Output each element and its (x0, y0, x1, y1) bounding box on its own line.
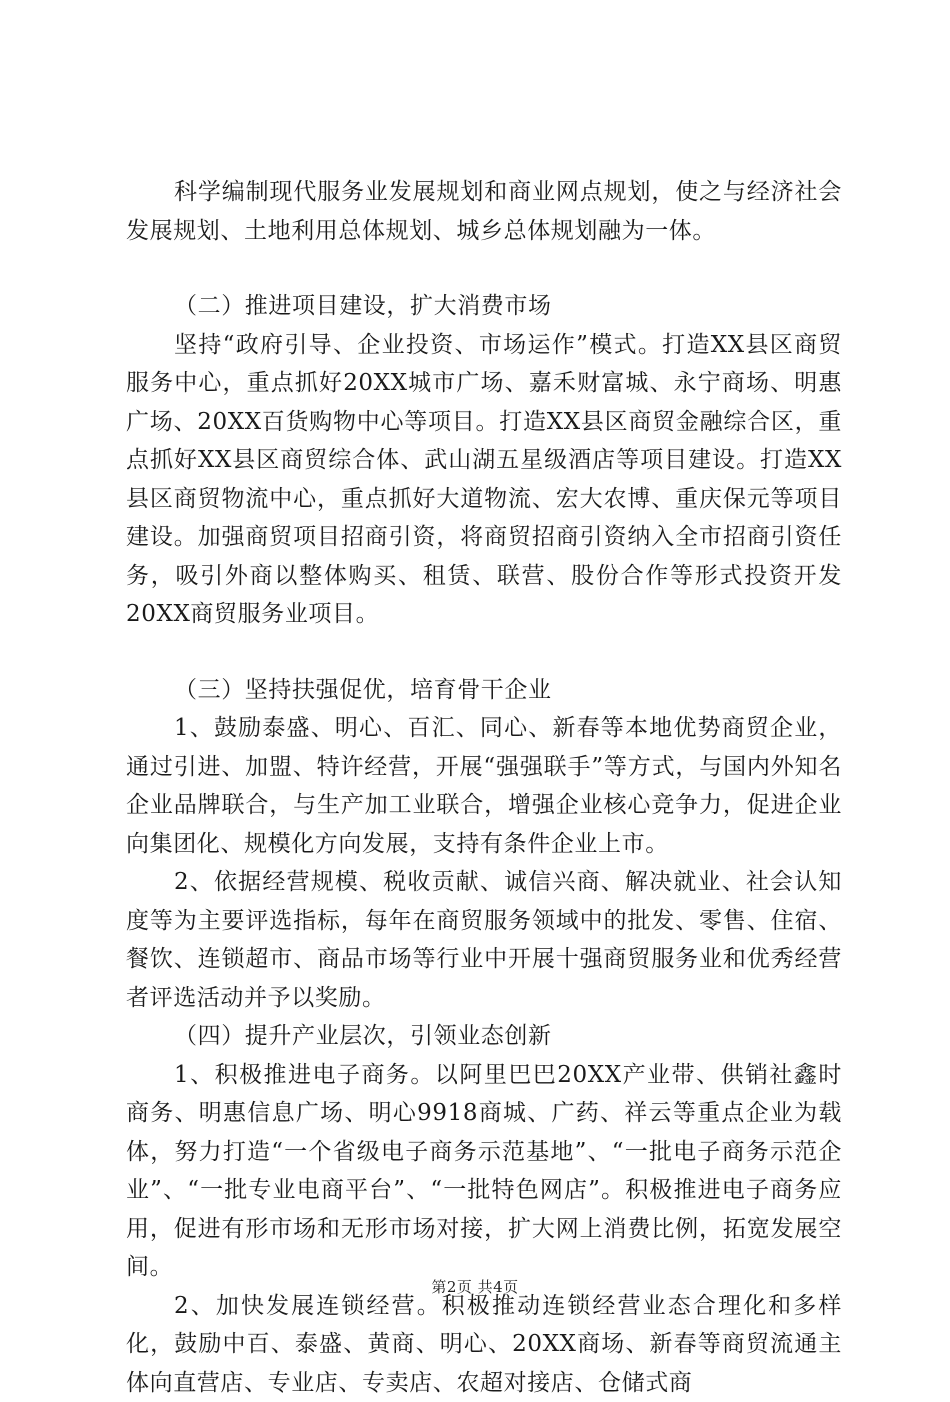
section-heading-4: （四）提升产业层次，引领业态创新 (126, 1017, 842, 1056)
section-heading-2: （二）推进项目建设，扩大消费市场 (126, 287, 842, 326)
document-body (126, 173, 842, 1402)
page-number: 第2页 共4页 (431, 1278, 518, 1296)
paragraph-project-construction: 坚持“政府引导、企业投资、市场运作”模式。打造XX县区商贸服务中心，重点抓好20XX城市广场、嘉禾财富城、永宁商场、明惠广场、20XX百货购物中心等项目。打造XX县区商贸金融综合区，重点抓好XX县区商贸综合体、武山湖五星级酒店等项目建设。打造XX县区商贸物流中心，重点抓好大道物流、宏大农博、重庆保元等项目建设。加强商贸项目招商引资，将商贸招商引资纳入全市招商引资任务，吸引外商以整体购买、租赁、联营、股份合作等形式投资开发20XX商贸服务业项目。 (126, 326, 842, 634)
paragraph-ecommerce: 1、积极推进电子商务。以阿里巴巴20XX产业带、供销社鑫时商务、明惠信息广场、明心9918商城、广药、祥云等重点企业为载体，努力打造“一个省级电子商务示范基地”、“一批电子商务示范企业”、“一批专业电商平台”、“一批特色网店”。积极推进电子商务应用，促进有形市场和无形市场对接，扩大网上消费比例，拓宽发展空间。 (126, 1056, 842, 1287)
paragraph-enterprise-2: 2、依据经营规模、税收贡献、诚信兴商、解决就业、社会认知度等为主要评选指标，每年在商贸服务领域中的批发、零售、住宿、餐饮、连锁超市、商品市场等行业中开展十强商贸服务业和优秀经营者评选活动并予以奖励。 (126, 863, 842, 1017)
page-footer (0, 1276, 950, 1297)
paragraph-enterprise-1: 1、鼓励泰盛、明心、百汇、同心、新春等本地优势商贸企业，通过引进、加盟、特许经营，开展“强强联手”等方式，与国内外知名企业品牌联合，与生产加工业联合，增强企业核心竞争力，促进企业向集团化、规模化方向发展，支持有条件企业上市。 (126, 709, 842, 863)
section-heading-3: （三）坚持扶强促优，培育骨干企业 (126, 671, 842, 710)
paragraph-planning: 科学编制现代服务业发展规划和商业网点规划，使之与经济社会发展规划、土地利用总体规划、城乡总体规划融为一体。 (126, 173, 842, 250)
paragraph-chain-operation: 2、加快发展连锁经营。积极推动连锁经营业态合理化和多样化，鼓励中百、泰盛、黄商、明心、20XX商场、新春等商贸流通主体向直营店、专业店、专卖店、农超对接店、仓储式商 (126, 1287, 842, 1402)
